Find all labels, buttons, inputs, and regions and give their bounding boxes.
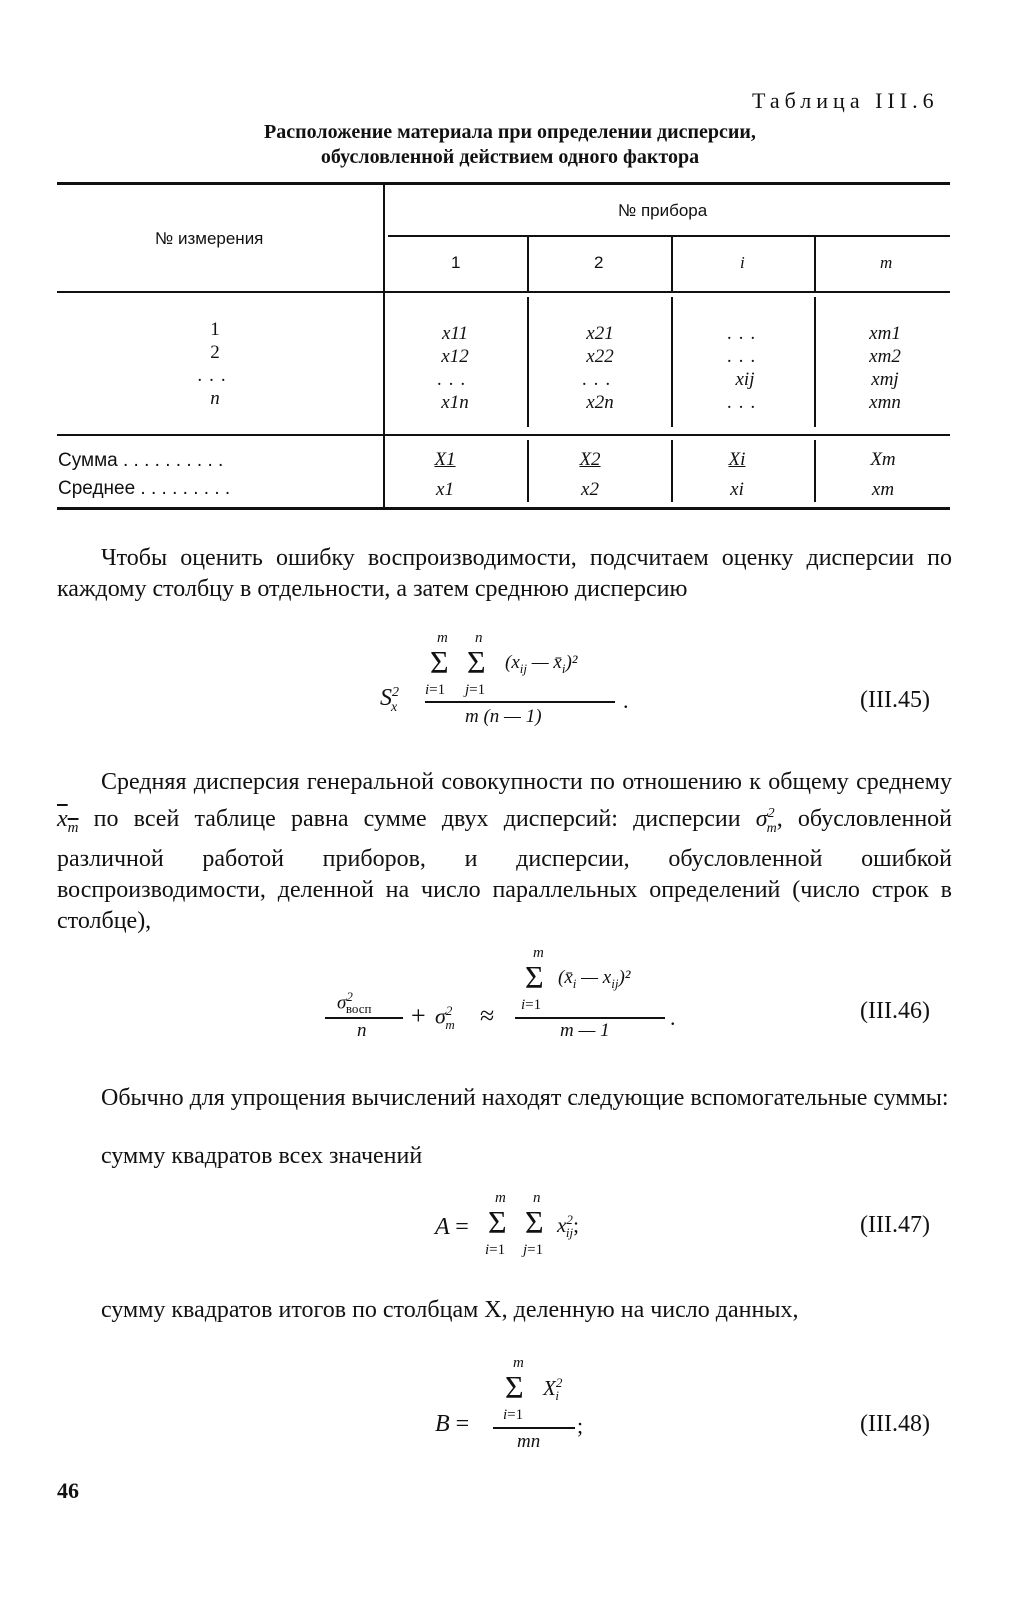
table-vline [671,237,673,291]
table-caption-line1: Расположение материала при определении дисперсии, [264,121,756,143]
column-m-values [855,322,915,414]
mean-value: x2 [581,479,599,500]
equation-46: m Σ ($x̄_i$ — $x_{ij})^2$ i=1 m — 1 . $\sigma^2_{восп}$ n + $\sigma^2_m$ ≈ [325,945,705,1045]
cell-value: x22 [586,346,614,367]
cell-value: xmn [869,392,901,413]
paragraph-part: по всей таблице равна сумме двух дисперсий: дисперсии [93,806,741,832]
cell-value: x1n [441,392,469,413]
row-label: 1 [210,319,220,340]
math-symbol: $\sigma^2_m$ [755,806,777,836]
table-header-bottom-rule [57,291,950,293]
cell-value: x2n [586,392,614,413]
mean-label: Среднее . . . . . . . . . [58,478,231,499]
table-bottom-rule [57,507,950,510]
cell-value: ... [727,323,763,344]
table-vline [814,237,816,291]
row-label: n [210,388,220,409]
cell-value: xmj [871,369,899,390]
paragraph [57,767,952,937]
cell-value: ... [437,369,473,390]
cell-value: xm2 [869,346,901,367]
cell-value: ... [727,346,763,367]
row-labels [190,318,240,410]
equation-number: (III.48) [860,1411,930,1437]
header-device: № прибора [618,201,708,220]
cell-value: x21 [586,323,614,344]
mean-value: xi [730,479,744,500]
cell-value: xm1 [869,323,901,344]
equation-number: (III.45) [860,687,930,713]
paragraph-part: Средняя дисперсия генеральной совокупности по отношению к общему среднему [101,769,952,795]
paragraph: сумму квадратов итогов по столбцам X, деленную на число данных, [101,1297,799,1323]
table-top-rule [57,182,950,185]
mean-value: x1 [436,479,454,500]
table-vline [527,440,529,502]
page-number: 46 [57,1478,79,1503]
sum-value: Xm [870,449,896,470]
paragraph-part: , обусловленной различной работой приборов, и дисперсии, обусловленной ошибкой воспроизводимости, деленной на число параллельных определений (число строк в столбце), [57,806,953,934]
cell-value: ... [582,369,618,390]
sum-value: X1 [434,449,456,470]
paragraph: Обычно для упрощения вычислений находят следующие вспомогательные суммы: [101,1085,949,1111]
table-vline [527,297,529,427]
equation-48: m Σ $X^2_i$ i=1 B = mn ; [435,1355,584,1452]
column-header: i [740,253,745,272]
column-1-values [425,322,485,414]
header-measurement: № измерения [155,229,264,248]
row-label: 2 [210,342,220,363]
column-header: 2 [594,253,604,272]
column-header: 1 [451,253,461,272]
table-vline [671,297,673,427]
table-vline [814,297,816,427]
cell-value: ... [727,392,763,413]
equation-number: (III.46) [860,998,930,1024]
math-symbol: $x_m$ [57,806,79,836]
mean-value: xm [871,479,895,500]
table-vline [527,237,529,291]
cell-value: x11 [441,323,469,344]
paragraph: сумму квадратов всех значений [101,1143,423,1169]
column-header: m [880,253,893,272]
cell-value: x12 [441,346,469,367]
equation-number: (III.47) [860,1212,930,1238]
table-label: Таблица III.6 [752,88,939,113]
table-vline [814,440,816,502]
paragraph: Чтобы оценить ошибку воспроизводимости, подсчитаем оценку дисперсии по каждому столбцу в отдельности, а затем среднюю дисперсию [57,545,952,602]
column-2-values [570,322,630,414]
sum-value: Xi [728,449,746,470]
cell-value: xij [735,369,755,390]
table-header-sub-rule [388,235,950,237]
table-vline [671,440,673,502]
sum-value: X2 [579,449,601,470]
sum-label: Сумма . . . . . . . . . . [58,450,224,471]
table-sum-rule [57,434,950,436]
table-caption-line2: обусловленной действием одного фактора [320,146,700,168]
table-caption [150,120,870,170]
equation-47: m n A = Σ Σ $x^2_{ij}$; i=1 j=1 [435,1190,579,1258]
column-i-values [715,322,775,414]
equation-45: m n Σ Σ ($x_{ij}$ — $x̄_i)^2$ i=1 j=1 $S^2_x$ m (n — 1) . [380,630,629,727]
row-label: ... [197,365,233,386]
table-vline-main [383,184,385,507]
